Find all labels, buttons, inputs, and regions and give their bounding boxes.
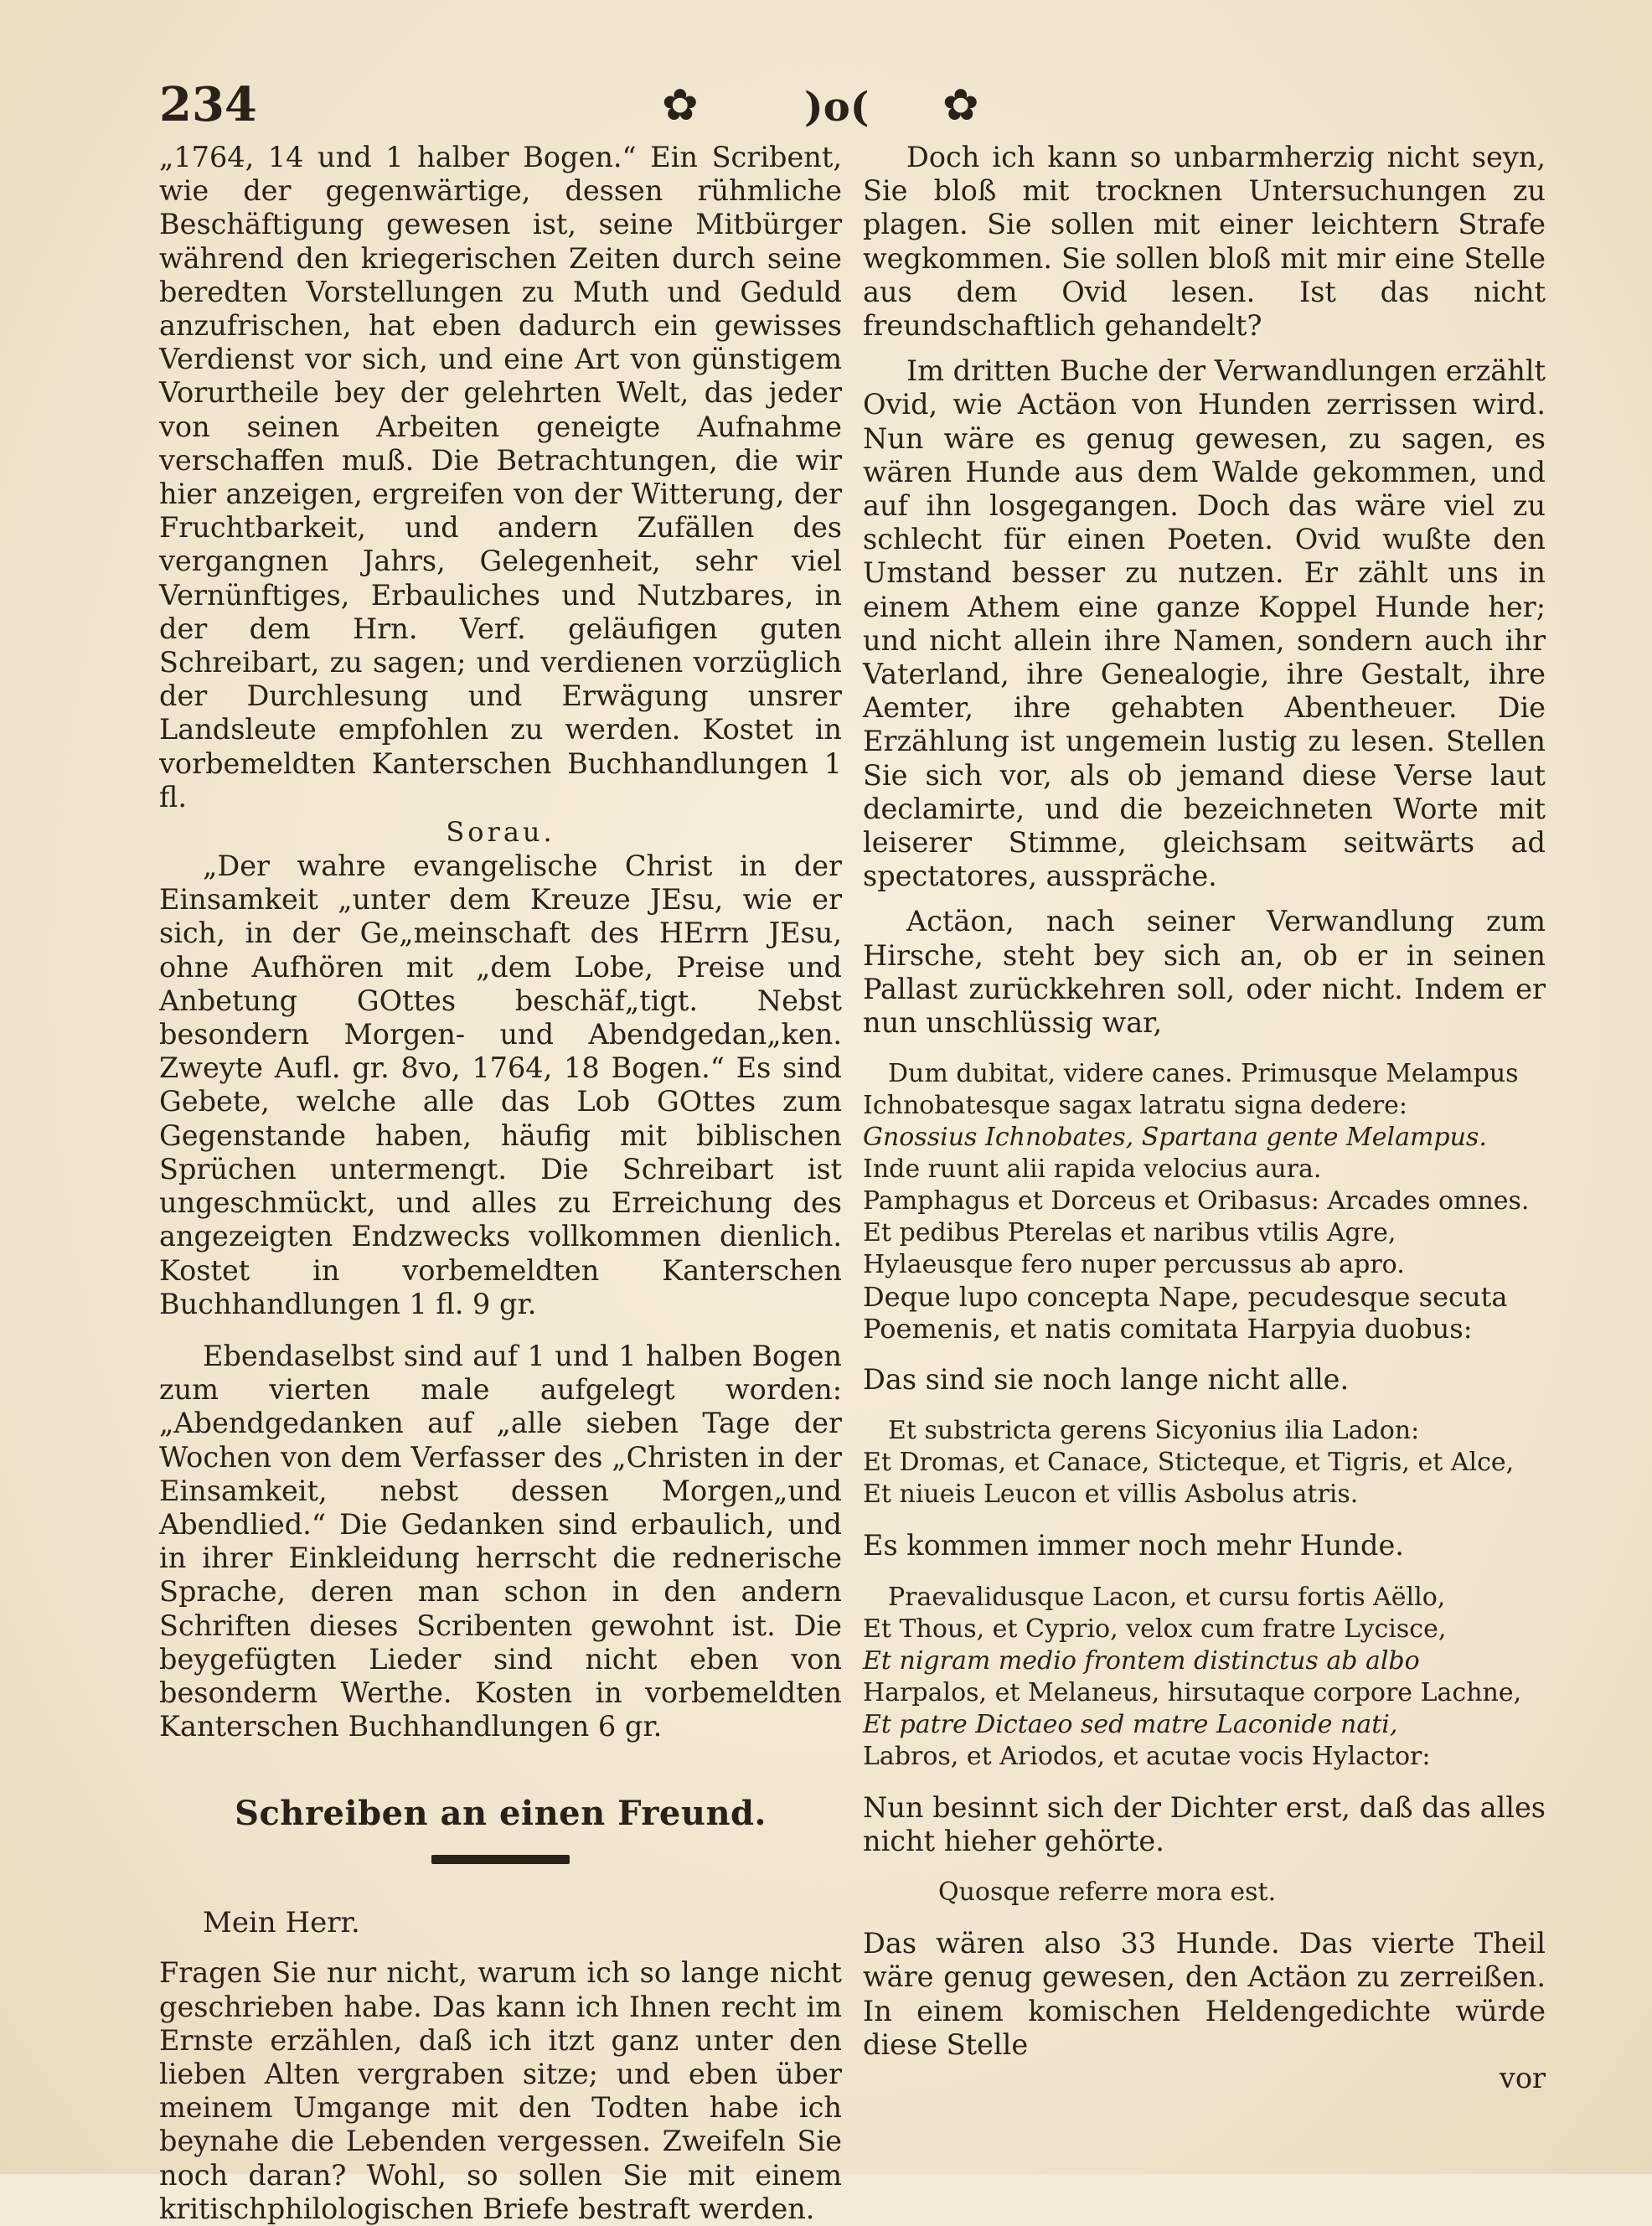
verse-line: Hylaeusque fero nuper percussus ab apro. (863, 1250, 1405, 1280)
verse-line: Et nigram medio frontem distinctus ab albo (863, 1645, 1420, 1676)
page-number: 234 (159, 77, 257, 132)
verse-line: Harpalos, et Melaneus, hirsutaque corpore Lachne, (863, 1677, 1522, 1707)
review-paragraph: Ebendaselbst sind auf 1 und 1 halben Bogen zum vierten male aufgelegt worden: „Abendgedanken auf „alle sieben Tage der Wochen von dem Verfasser des „Christen in der Einsamkeit, nebst dessen Morgen„und Abendlied.“ Die Gedanken sind erbaulich, und in ihrer Einkleidung herrscht die rednerische Sprache, deren man schon in den andern Schriften dieses Scribenten gewohnt ist. Die beygefügten Lieder sind nicht eben von besonderm Werthe. Kosten in vorbemeldten Kanterschen Buchhandlungen 6 gr. (159, 1339, 842, 1743)
verse-line: Et Dromas, et Canace, Sticteque, et Tigris, et Alce, (863, 1448, 1515, 1478)
latin-verse-block (863, 1877, 1546, 1908)
verse-line: Quosque referre mora est. (938, 1877, 1277, 1908)
review-paragraph: „Der wahre evangelische Christ in der Einsamkeit „unter dem Kreuze JEsu, wie er sich, in der Ge„meinschaft des HErrn JEsu, ohne Aufhören mit „dem Lobe, Preise und Anbetung GOttes beschäf„tigt. Nebst besondern Morgen- und Abendgedan„ken. Zweyte Aufl. gr. 8vo, 1764, 18 Bogen.“ Es sind Gebete, welche alle das Lob GOttes zum Gegenstande haben, häufig mit biblischen Sprüchen untermengt. Die Schreibart ist ungeschmückt, und alles zu Erreichung des angezeigten Endzwecks vollkommen dienlich. Kostet in vorbemeldten Kanterschen Buchhandlungen 1 fl. 9 gr. (159, 850, 842, 1320)
verse-line: Et pedibus Pterelas et naribus vtilis Agre, (863, 1218, 1396, 1248)
verse-line: Deque lupo concepta Nape, pecudesque secuta (863, 1281, 1508, 1314)
verse-line: Praevalidusque Lacon, et cursu fortis Aëllo, (888, 1582, 1446, 1612)
verse-line: Ichnobatesque sagax latratu signa dedere: (863, 1091, 1408, 1121)
verse-line: Pamphagus et Dorceus et Oribasus: Arcades omnes. (863, 1186, 1530, 1216)
right-column (863, 141, 1546, 2095)
shell-ornament-icon: ✿ (942, 80, 979, 131)
heading-rule (431, 1855, 570, 1864)
shell-ornament-icon: ✿ (662, 80, 699, 131)
verse-line: Et Thous, et Cyprio, velox cum fratre Lycisce, (863, 1614, 1447, 1644)
verse-line: Et substricta gerens Sicyonius ilia Ladon: (888, 1416, 1420, 1446)
verse-line: Labros, et Ariodos, et acutae vocis Hylactor: (863, 1741, 1431, 1771)
remark: Das sind sie noch lange nicht alle. (863, 1363, 1350, 1397)
latin-verse-block (863, 1415, 1546, 1511)
verse-line: Dum dubitat, videre canes. Primusque Melampus (888, 1059, 1519, 1089)
letter-paragraph: Im dritten Buche der Verwandlungen erzählt Ovid, wie Actäon von Hunden zerrissen wird. Nun wäre es genug gewesen, zu sagen, es wären Hunde aus dem Walde gekommen, und auf ihn losgegangen. Doch das wäre viel zu schlecht für einen Poeten. Ovid wußte den Umstand besser zu nutzen. Er zählt uns in einem Athem eine ganze Koppel Hunde her; und nicht allein ihre Namen, sondern auch ihr Vaterland, ihre Genealogie, ihre Gestalt, ihre Aemter, ihre gehabten Abentheuer. Die Erzählung ist ungemein lustig zu lesen. Stellen Sie sich vor, als ob jemand diese Verse laut declamirte, und die bezeichneten Worte mit leiserer Stimme, gleichsam seitwärts ad spectatores, ausspräche. (863, 354, 1546, 893)
catchword: vor (1499, 2061, 1546, 2094)
verse-line: Et niueis Leucon et villis Asbolus atris. (863, 1480, 1359, 1510)
remark: Nun besinnt sich der Dichter erst, daß das alles nicht hieher gehörte. (863, 1790, 1546, 1857)
letter-paragraph: Actäon, nach seiner Verwandlung zum Hirsche, steht bey sich an, ob er in seinen Pallast zurückkehren soll, oder nicht. Indem er nun unschlüssig war, (863, 905, 1546, 1040)
article-heading: Schreiben an einen Freund. (235, 1794, 767, 1834)
center-ornament-icon: )o( (804, 84, 870, 131)
page-header (159, 77, 1533, 136)
verse-line: Poemenis, et natis comitata Harpyia duobus: (863, 1313, 1473, 1345)
verse-line: Inde ruunt alii rapida velocius aura. (863, 1154, 1322, 1185)
latin-verse-block (863, 1582, 1546, 1773)
salutation: Mein Herr. (203, 1906, 360, 1940)
latin-verse-block (863, 1058, 1546, 1345)
left-column (159, 141, 842, 2226)
letter-paragraph: Das wären also 33 Hunde. Das vierte Theil wäre genug gewesen, den Actäon zu zerreißen. In einem komischen Heldengedichte würde diese Stelle (863, 1927, 1546, 2061)
review-paragraph: „1764, 14 und 1 halber Bogen.“ Ein Scribent, wie der gegenwärtige, dessen rühmliche Beschäftigung gewesen ist, seine Mitbürger während den kriegerischen Zeiten durch seine beredten Vorstellungen zu Muth und Geduld anzufrischen, hat eben dadurch ein gewisses Verdienst vor sich, und eine Art von günstigem Vorurtheile bey der gelehrten Welt, das jeder von seinen Arbeiten geneigte Aufnahme verschaffen muß. Die Betrachtungen, die wir hier anzeigen, ergreifen von der Witterung, der Fruchtbarkeit, und andern Zufällen des vergangnen Jahrs, Gelegenheit, sehr viel Vernünftiges, Erbauliches und Nutzbares, in der dem Hrn. Verf. geläufigen guten Schreibart, zu sagen; und verdienen vorzüglich der Durchlesung und Erwägung unsrer Landsleute empfohlen zu werden. Kostet in vorbemeldten Kanterschen Buchhandlungen 1 fl. (159, 141, 842, 813)
city-heading: Sorau. (446, 816, 555, 849)
letter-paragraph: Fragen Sie nur nicht, warum ich so lange nicht geschrieben habe. Das kann ich Ihnen recht im Ernste erzählen, daß ich itzt ganz unter den lieben Alten vergraben sitze; und eben über meinem Umgange mit den Todten habe ich beynahe die Lebenden vergessen. Zweifeln Sie noch daran? Wohl, so sollen Sie mit einem kritischphilologischen Briefe bestraft werden. (159, 1956, 842, 2225)
remark: Es kommen immer noch mehr Hunde. (863, 1529, 1404, 1562)
verse-line: Gnossius Ichnobates, Spartana gente Melampus. (863, 1123, 1487, 1153)
verse-line: Et patre Dictaeo sed matre Laconide nati, (863, 1709, 1398, 1739)
letter-paragraph: Doch ich kann so unbarmherzig nicht seyn, Sie bloß mit trocknen Untersuchungen zu plagen. Sie sollen mit einer leichtern Strafe wegkommen. Sie sollen bloß mit mir eine Stelle aus dem Ovid lesen. Ist das nicht freundschaftlich gehandelt? (863, 141, 1546, 343)
